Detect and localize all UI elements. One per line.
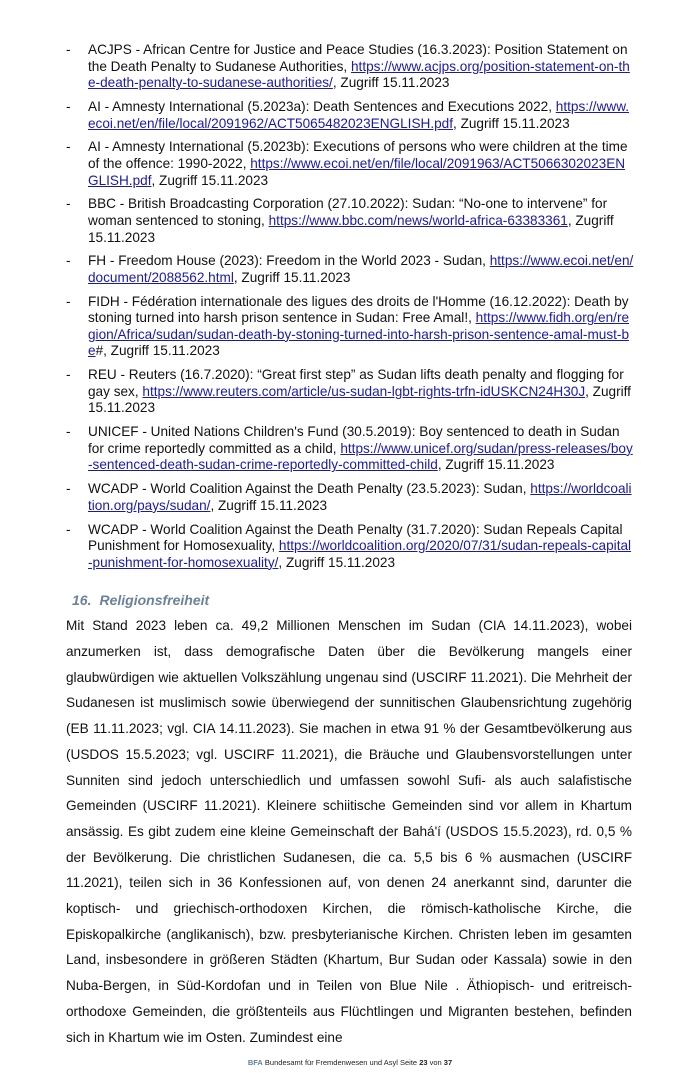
bullet-dash: -: [66, 42, 71, 57]
reference-suffix: , Zugriff 15.11.2023: [88, 383, 631, 416]
footer-total: 37: [443, 1058, 453, 1068]
reference-item: [62, 99, 634, 132]
reference-link[interactable]: https://worldcoalition.org/pays/sudan/: [88, 481, 632, 513]
reference-text: BBC - British Broadcasting Corporation (27.10.2022): Sudan: “No-one to intervene” for woman sentenced to stoning,: [88, 196, 608, 228]
reference-text: WCADP - World Coalition Against the Death Penalty (31.7.2020): Sudan Repeals Capital Punishment for Homosexuality,: [88, 521, 623, 554]
bullet-dash: -: [66, 293, 71, 309]
reference-suffix: , Zugriff 15.11.2023: [88, 212, 614, 245]
bullet-dash: -: [66, 98, 71, 114]
bullet-dash: -: [66, 481, 71, 497]
reference-text: UNICEF - United Nations Children's Fund (30.5.2019): Boy sentenced to death in Sudan for crime reportedly committed as a child,: [88, 424, 620, 456]
bullet-dash: -: [66, 367, 71, 383]
reference-suffix: , Zugriff 15.11.2023: [210, 497, 328, 513]
reference-suffix: , Zugriff 15.11.2023: [437, 457, 555, 473]
page-footer: [0, 1058, 700, 1068]
reference-link[interactable]: https://www.bbc.com/news/world-africa-63383361: [268, 212, 568, 228]
reference-suffix: #, Zugriff 15.11.2023: [95, 343, 220, 359]
reference-link[interactable]: https://www.ecoi.net/en/document/2088562.html: [88, 253, 634, 285]
bullet-dash: -: [66, 521, 71, 537]
footer-of: von: [427, 1058, 444, 1068]
bullet-dash: -: [66, 196, 71, 212]
reference-text: FIDH - Fédération internationale des ligues des droits de l'Homme (16.12.2022): Death by stoning turned into harsh prison sentence in Sudan: Free Amal!,: [88, 293, 629, 326]
reference-text: AI - Amnesty International (5.2023b): Executions of persons who were children at the time of the offence: 1990-2022,: [88, 139, 628, 171]
reference-text: FH - Freedom House (2023): Freedom in the World 2023 - Sudan,: [88, 253, 490, 269]
reference-suffix: , Zugriff 15.11.2023: [332, 75, 450, 91]
bullet-dash: -: [66, 253, 71, 269]
reference-item: [62, 196, 634, 246]
reference-link[interactable]: https://www.ecoi.net/en/file/local/2091963/ACT5066302023ENGLISH.pdf: [88, 155, 626, 188]
bullet-dash: -: [66, 424, 71, 440]
reference-suffix: , Zugriff 15.11.2023: [151, 172, 269, 188]
reference-link[interactable]: https://www.fidh.org/en/region/Africa/sudan/sudan-death-by-stoning-turned-into-harsh-prison-sentence-amal-must-be: [88, 310, 630, 359]
footer-page: 23: [419, 1058, 428, 1068]
reference-link[interactable]: https://worldcoalition.org/2020/07/31/sudan-repeals-capital-punishment-for-homosexuality/: [88, 538, 632, 570]
footer-text: Bundesamt für Fremdenwesen und Asyl Seite: [262, 1058, 420, 1068]
reference-item: [62, 424, 634, 474]
section-number: 16.: [72, 592, 92, 609]
reference-text: ACJPS - African Centre for Justice and Peace Studies (16.3.2023): Position Statement on the Death Penalty to Sudanese Authorities,: [88, 42, 628, 74]
bullet-dash: -: [66, 139, 71, 155]
reference-link[interactable]: https://www.acjps.org/position-statement-on-the-death-penalty-to-sudanese-authorities/: [88, 58, 630, 91]
reference-item: [62, 294, 634, 360]
reference-text: REU - Reuters (16.7.2020): “Great first step” as Sudan lifts death penalty and flogging for gay sex,: [88, 367, 624, 399]
reference-link[interactable]: https://www.reuters.com/article/us-sudan-lgbt-rights-trfn-idUSKCN24H30J: [142, 383, 586, 399]
reference-suffix: , Zugriff 15.11.2023: [453, 115, 570, 131]
reference-list: [62, 42, 634, 571]
reference-item: [62, 253, 634, 286]
reference-item: [62, 42, 634, 92]
reference-text: WCADP - World Coalition Against the Death Penalty (23.5.2023): Sudan,: [88, 481, 531, 497]
reference-text: AI - Amnesty International (5.2023a): Death Sentences and Executions 2022,: [88, 98, 556, 114]
footer-brand: BFA: [247, 1058, 263, 1068]
reference-link[interactable]: https://www.unicef.org/sudan/press-releases/boy-sentenced-death-sudan-crime-reportedly-committed-child: [88, 440, 633, 473]
reference-suffix: , Zugriff 15.11.2023: [233, 269, 351, 285]
body-paragraph: Mit Stand 2023 leben ca. 49,2 Millionen Menschen im Sudan (CIA 14.11.2023), wobei anzumerken ist, dass demografische Daten über die Bevölkerung mangels einer glaubwürdigen wie aktuellen Volkszählung ungenau sind (USCIRF 11.2021). Die Mehrheit der Sudanesen ist muslimisch sowie überwiegend der sunnitischen Glaubensrichtung zugehörig (EB 11.11.2023; vgl. CIA 14.11.2023). Sie machen in etwa 91 % der Gesamtbevölkerung aus (USDOS 15.5.2023; vgl. USCIRF 11.2021), die Bräuche und Glaubensvorstellungen unter Sunniten sind jedoch unterschiedlich und umfassen sowohl Sufi- als auch salafistische Gemeinden (USCIRF 11.2021). Kleinere schiitische Gemeinden sind vor allem in Khartum ansässig. Es gibt zudem eine kleine Gemeinschaft der Bahá'í (USDOS 15.5.2023), rd. 0,5 % der Bevölkerung. Die christlichen Sudanesen, die ca. 5,5 bis 6 % ausmachen (USCIRF 11.2021), teilen sich in 36 Konfessionen auf, von denen 24 anerkannt sind, darunter die koptisch- und griechisch-orthodoxen Kirchen, die römisch-katholische Kirche, die Episkopalkirche (anglikanisch), bzw. presbyterianische Kirchen. Christen leben im gesamten Land, insbesondere in größeren Städten (Khartum, Bur Sudan oder Kassala) sowie in den Nuba-Bergen, in Süd-Kordofan und in Teilen von Blue Nile . Äthiopisch- und eritreisch-orthodoxe Gemeinden, die größtenteils aus Flüchtlingen und Migranten bestehen, befinden sich in Khartum wie im Osten. Zumindest eine: [66, 618, 632, 1045]
reference-suffix: , Zugriff 15.11.2023: [278, 554, 396, 570]
reference-item: [62, 367, 634, 417]
section-title: Religionsfreiheit: [99, 592, 210, 609]
reference-item: [62, 522, 634, 572]
reference-link[interactable]: https://www.ecoi.net/en/file/local/2091962/ACT5065482023ENGLISH.pdf: [88, 98, 630, 131]
reference-item: [62, 481, 634, 514]
reference-item: [62, 139, 634, 189]
section-heading: [72, 591, 634, 609]
